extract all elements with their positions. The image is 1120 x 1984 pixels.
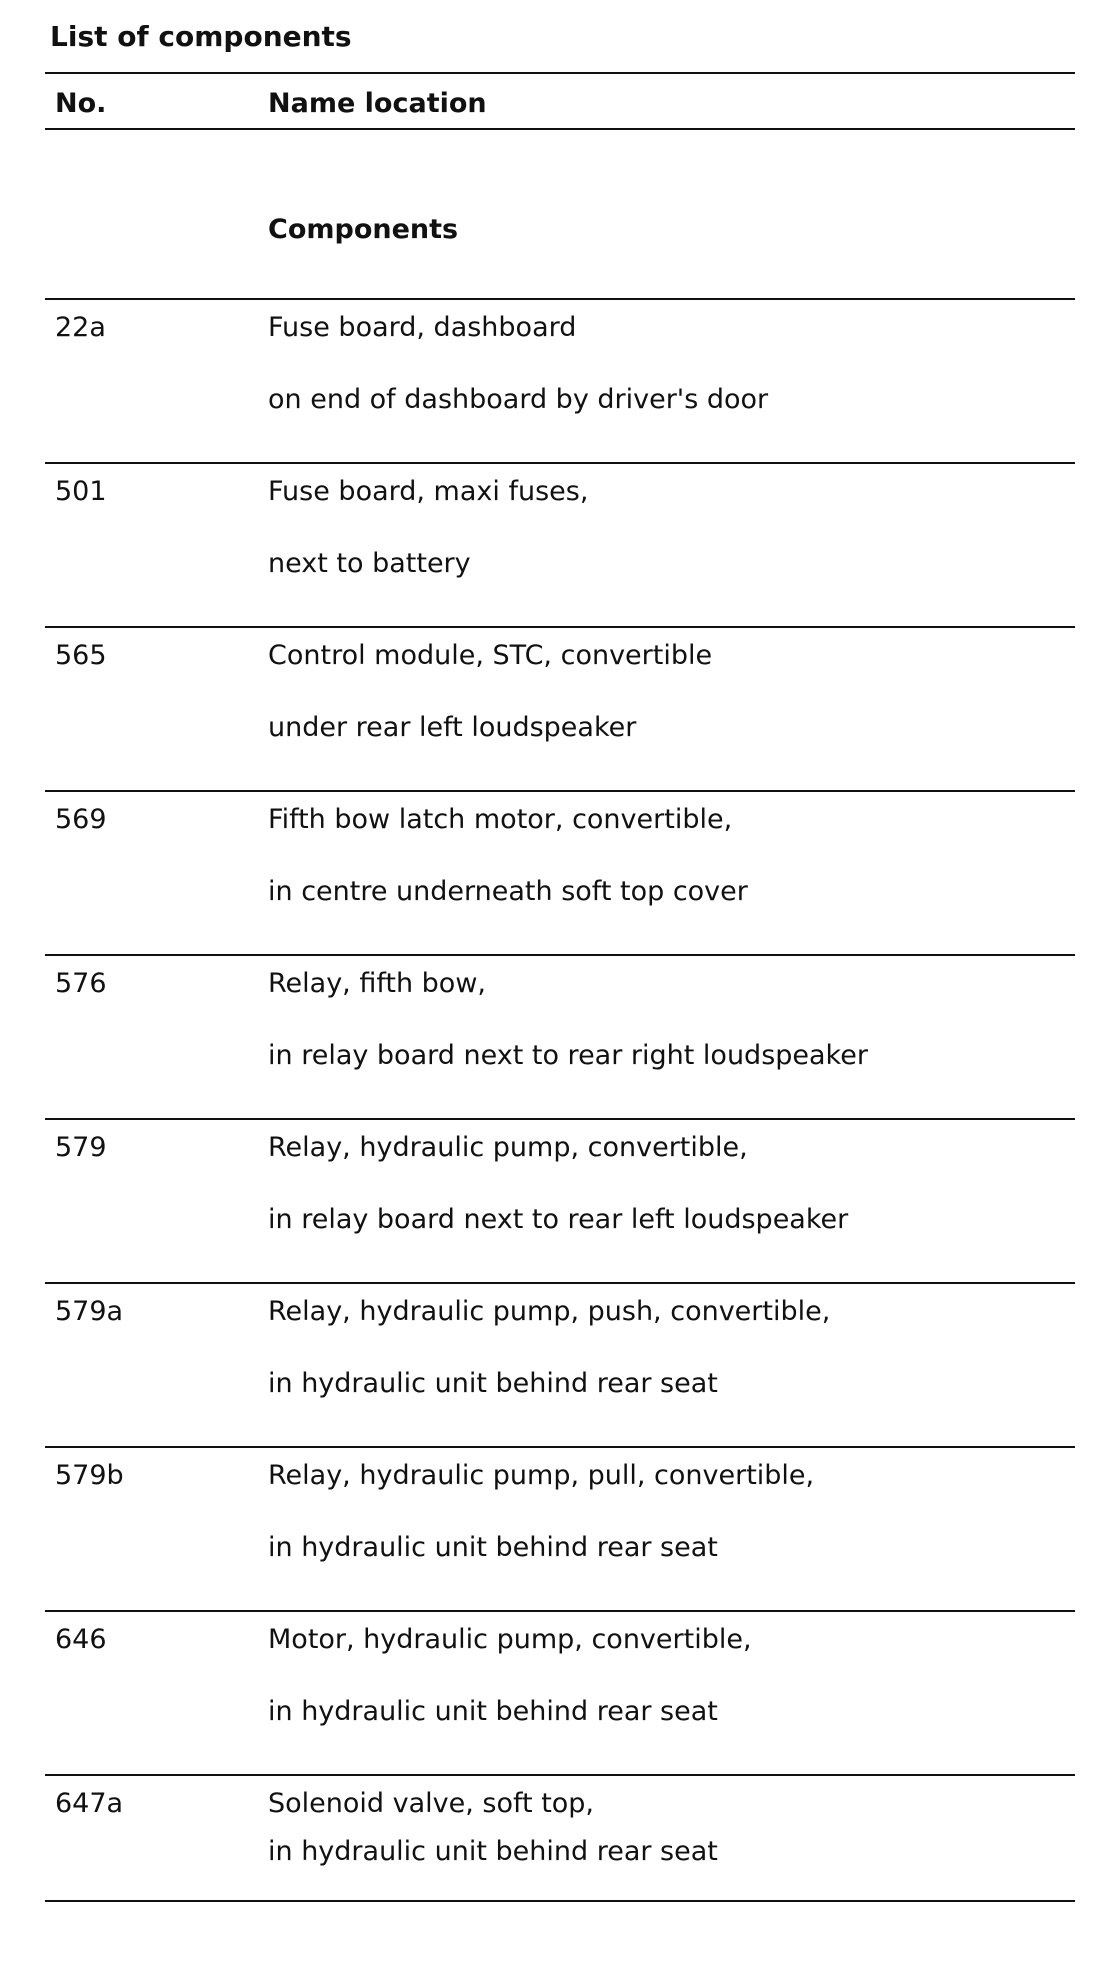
table-row <box>45 1776 1075 1902</box>
page-title: List of components <box>50 20 352 53</box>
table-row <box>45 464 1075 628</box>
component-location: in hydraulic unit behind rear seat <box>268 1836 718 1867</box>
component-name: Solenoid valve, soft top, <box>268 1788 595 1819</box>
component-location: in hydraulic unit behind rear seat <box>268 1696 718 1727</box>
table-row <box>45 956 1075 1120</box>
component-location: in hydraulic unit behind rear seat <box>268 1368 718 1399</box>
section-header-row <box>45 130 1075 300</box>
component-location: in hydraulic unit behind rear seat <box>268 1532 718 1563</box>
column-header-no: No. <box>55 88 107 119</box>
component-number: 565 <box>55 640 107 671</box>
component-location: on end of dashboard by driver's door <box>268 384 769 415</box>
component-number: 22a <box>55 312 106 343</box>
component-name: Relay, hydraulic pump, push, convertible, <box>268 1296 831 1327</box>
component-name: Control module, STC, convertible <box>268 640 713 671</box>
component-name: Fuse board, dashboard <box>268 312 577 343</box>
column-header-name-location: Name location <box>268 88 487 119</box>
component-name: Fuse board, maxi fuses, <box>268 476 589 507</box>
component-number: 569 <box>55 804 107 835</box>
component-number: 646 <box>55 1624 107 1655</box>
component-location: in relay board next to rear right loudspeaker <box>268 1040 868 1071</box>
table-row <box>45 1120 1075 1284</box>
component-location: next to battery <box>268 548 471 579</box>
component-name: Fifth bow latch motor, convertible, <box>268 804 733 835</box>
table-row <box>45 300 1075 464</box>
component-number: 579b <box>55 1460 124 1491</box>
component-number: 579 <box>55 1132 107 1163</box>
component-number: 501 <box>55 476 107 507</box>
section-title: Components <box>268 214 459 245</box>
table-row <box>45 792 1075 956</box>
table-row <box>45 1612 1075 1776</box>
table-row <box>45 1284 1075 1448</box>
component-name: Relay, hydraulic pump, pull, convertible, <box>268 1460 815 1491</box>
component-location: in centre underneath soft top cover <box>268 876 748 907</box>
table-row <box>45 628 1075 792</box>
component-number: 576 <box>55 968 107 999</box>
component-name: Relay, hydraulic pump, convertible, <box>268 1132 748 1163</box>
components-table <box>45 72 1075 1902</box>
component-number: 579a <box>55 1296 124 1327</box>
component-location: under rear left loudspeaker <box>268 712 637 743</box>
component-number: 647a <box>55 1788 124 1819</box>
component-name: Motor, hydraulic pump, convertible, <box>268 1624 752 1655</box>
component-location: in relay board next to rear left loudspeaker <box>268 1204 849 1235</box>
table-row <box>45 1448 1075 1612</box>
component-name: Relay, fifth bow, <box>268 968 486 999</box>
table-header <box>45 72 1075 130</box>
